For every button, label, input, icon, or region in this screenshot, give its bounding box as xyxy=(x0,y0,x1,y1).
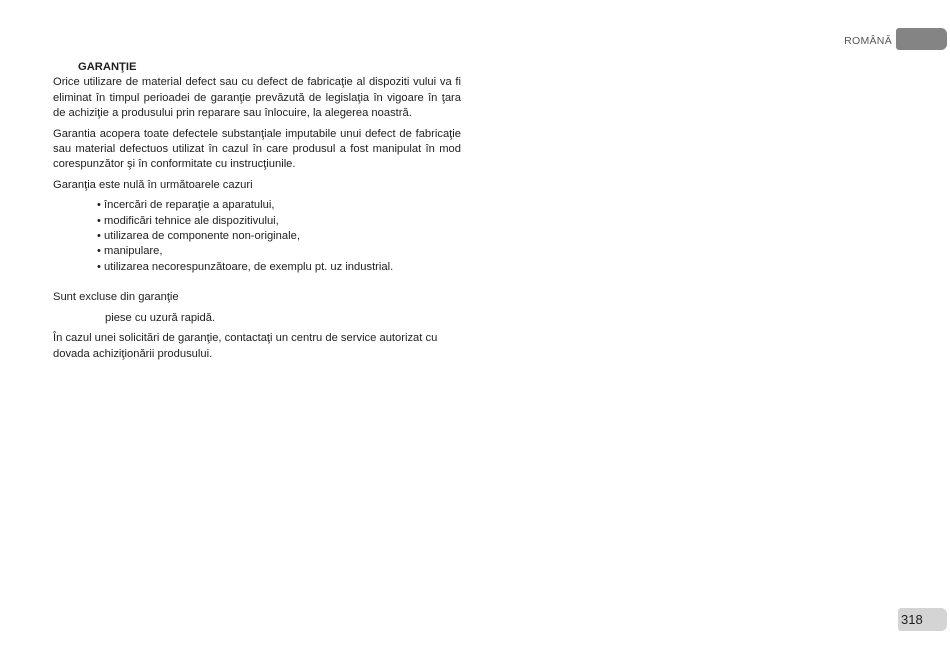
contact-paragraph: În cazul unei solicitări de garanţie, contactaţi un centru de service autorizat cu dovada achiziţionării produsului. xyxy=(53,332,438,360)
warranty-paragraph-defects: Orice utilizare de material defect sau cu defect de fabricaţie al dispoziti vului va fi eliminat în timpul perioadei de garanţie prevăzută de legislaţia în vigoare în ţara de achiziţie a produsului prin reparare sau înlocuire, la alegerea noastră. xyxy=(53,76,461,120)
list-item: • modificări tehnice ale dispozitivului, xyxy=(97,214,279,227)
excluded-item: piese cu uzură rapidă. xyxy=(105,311,216,324)
section-title: GARANŢIE xyxy=(78,61,137,73)
list-item: • manipulare, xyxy=(97,245,163,258)
warranty-paragraph-coverage: Garantia acopera toate defectele substanţiale imputabile unui defect de fabricaţie sau material defectuos utilizat în cazul în care produsul a fost manipulat în mod corespunzător şi în conformitate cu instrucţiunile. xyxy=(53,127,461,171)
warranty-section xyxy=(53,60,461,367)
null-cases-list xyxy=(97,198,461,275)
language-label: ROMÂNĂ xyxy=(844,35,892,47)
list-item: • utilizarea necorespunzătoare, de exemplu pt. uz industrial. xyxy=(97,260,394,273)
list-item: • încercări de reparaţie a aparatului, xyxy=(97,199,275,212)
list-item: • utilizarea de componente non-originale, xyxy=(97,230,300,243)
language-header xyxy=(844,28,947,50)
page-number: 318 xyxy=(898,608,947,631)
excluded-intro: Sunt excluse din garanţie xyxy=(53,291,179,304)
language-tab-marker xyxy=(896,28,947,50)
null-cases-intro: Garanţia este nulă în următoarele cazuri xyxy=(53,178,253,191)
spacer xyxy=(53,275,461,290)
